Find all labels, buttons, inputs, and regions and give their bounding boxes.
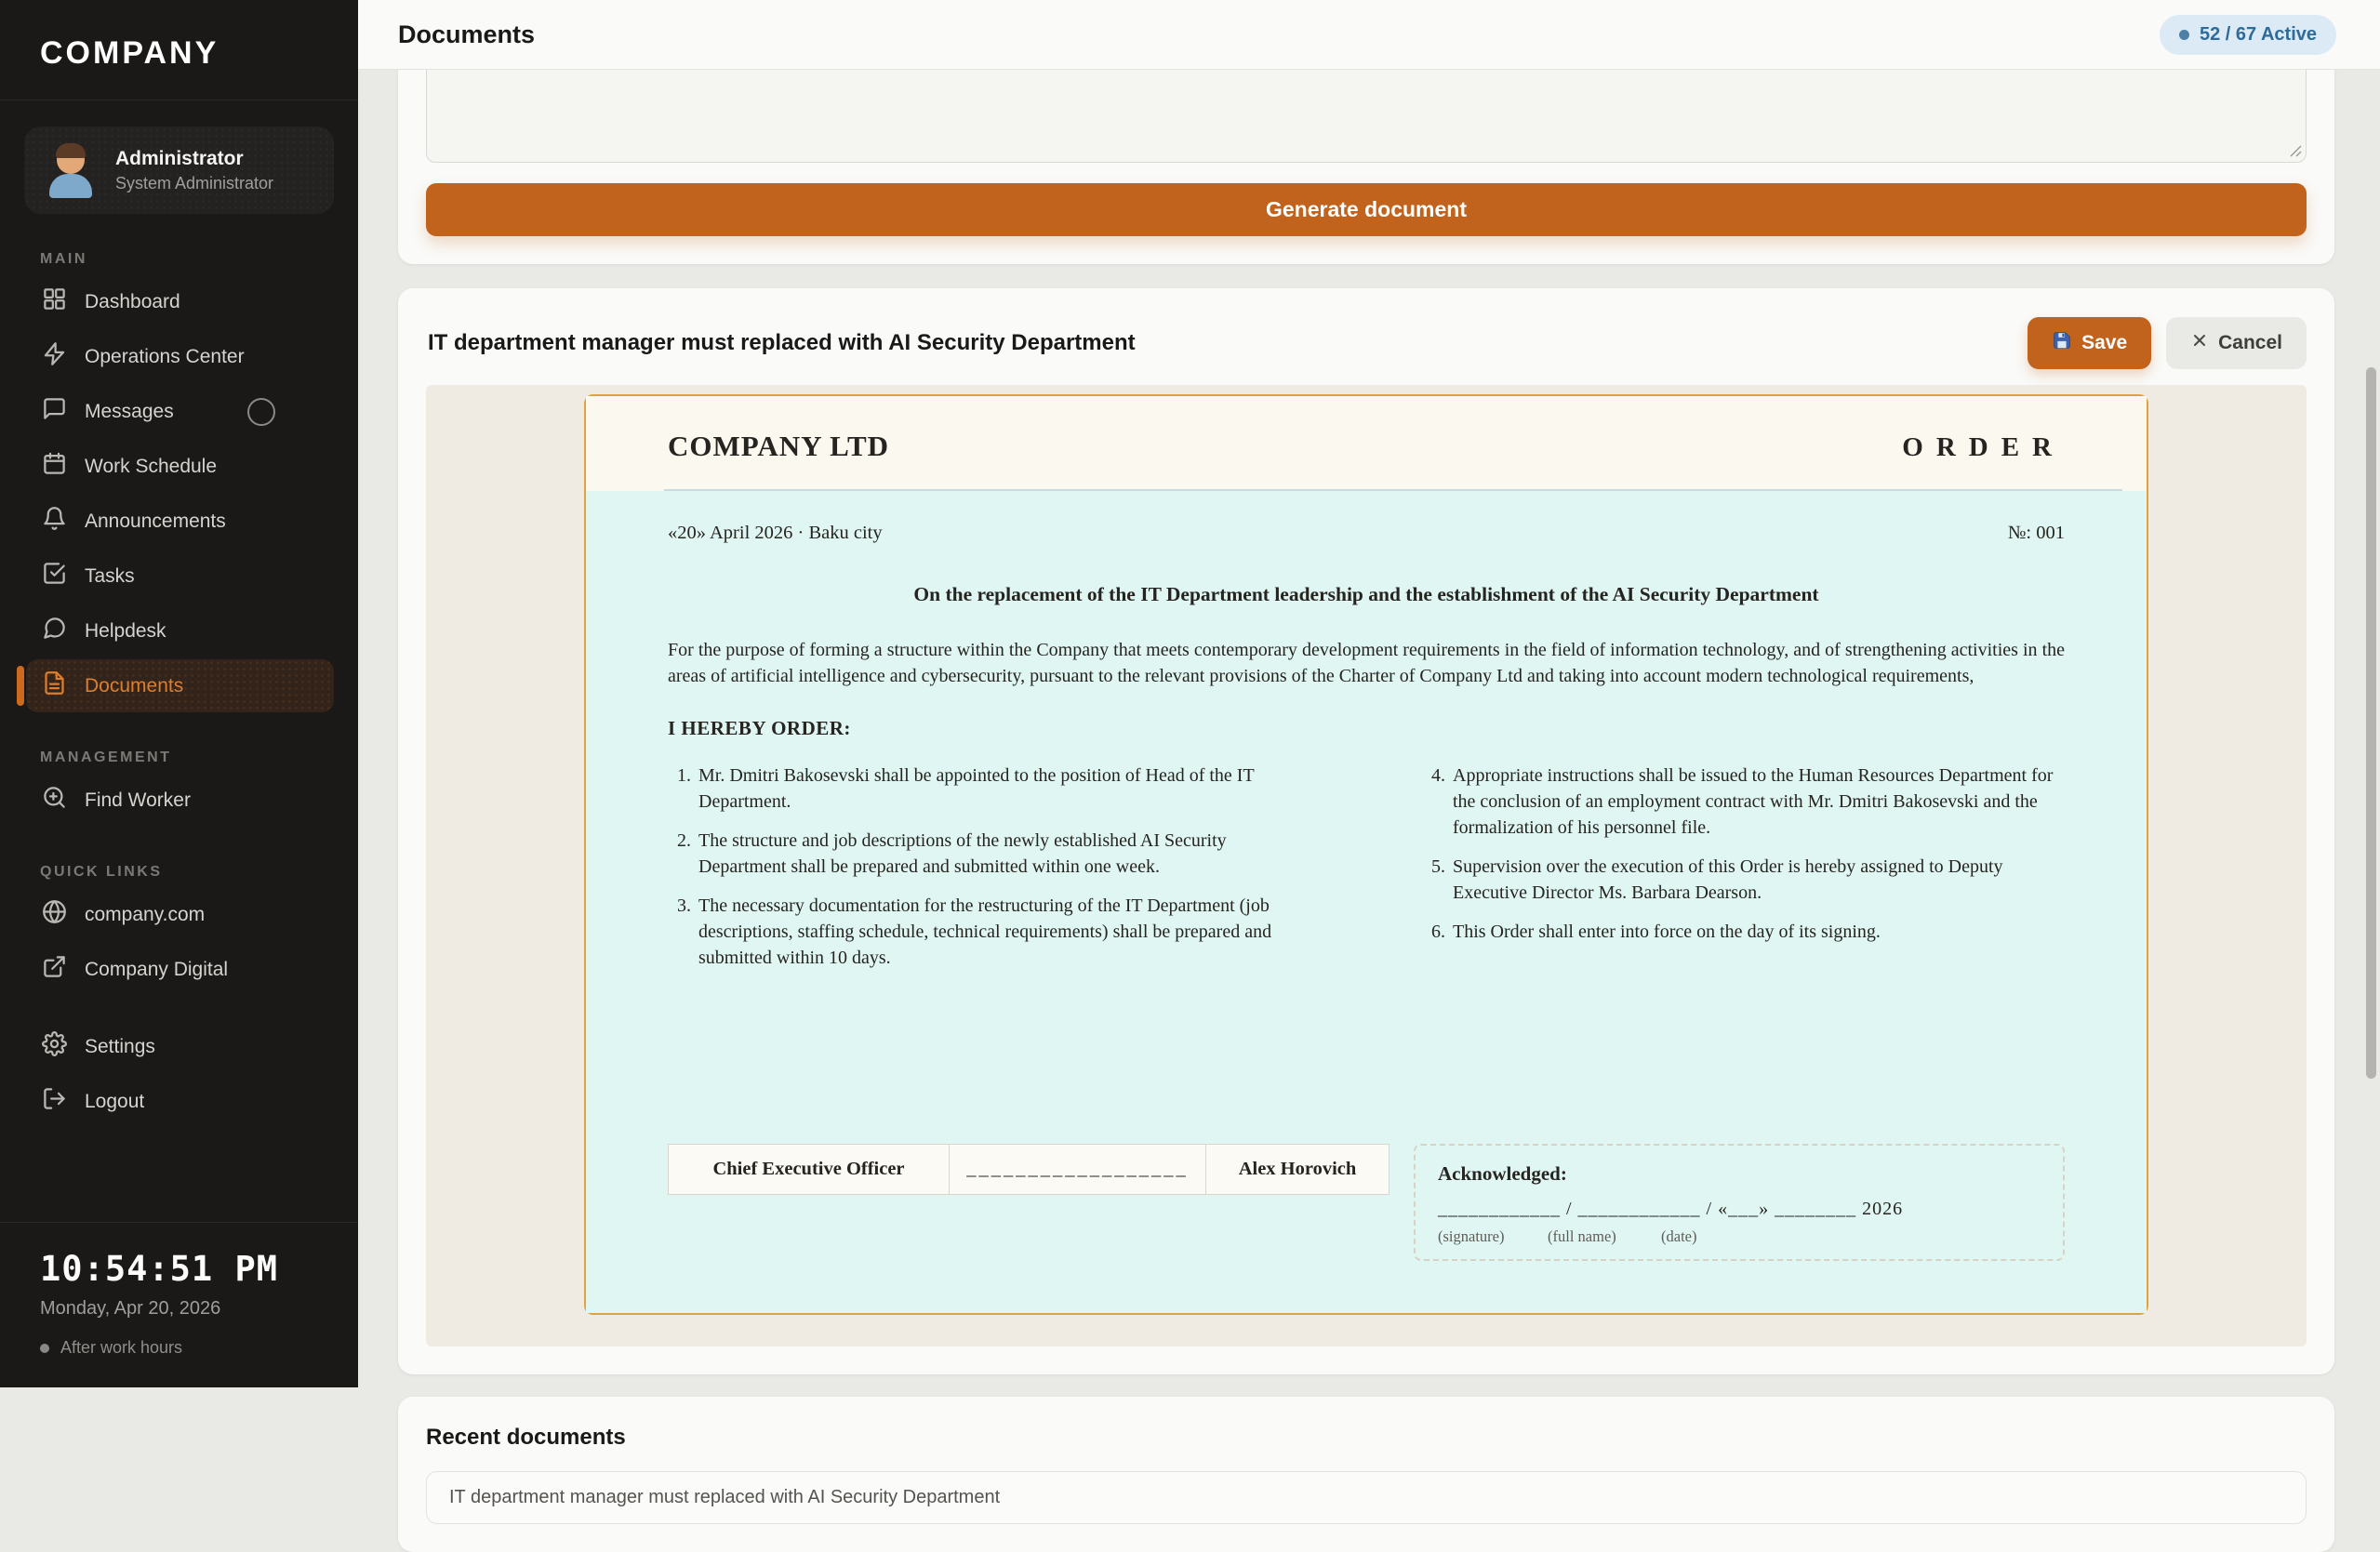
gear-icon	[42, 1031, 67, 1062]
globe-icon	[42, 899, 67, 930]
calendar-icon	[42, 451, 67, 482]
chat-round-icon	[42, 616, 67, 646]
generate-document-button[interactable]: Generate document	[426, 183, 2307, 236]
sidebar	[0, 0, 358, 1387]
work-status-dot	[40, 1344, 49, 1353]
sidebar-item-label: Logout	[85, 1090, 145, 1112]
task-check-icon	[42, 561, 67, 591]
acknowledged-labels	[1438, 1227, 2041, 1246]
sidebar-item-label: Messages	[85, 400, 174, 422]
order-item: 4. Appropriate instructions shall be issued to the Human Resources Department for the conclusion of an employment contract with Mr. Dmitri Bakosevski and the formalization of his personnel file.	[1450, 763, 2065, 841]
search-plus-icon	[42, 785, 67, 816]
acknowledged-box	[1414, 1144, 2065, 1261]
signature-blank: __________________	[950, 1145, 1206, 1194]
document-editor-card	[398, 288, 2334, 1374]
lightning-icon	[42, 341, 67, 372]
acknowledged-line: ____________ / ____________ / «___» ________ 2026	[1438, 1199, 1904, 1220]
close-icon	[2190, 331, 2209, 355]
document-date-place: «20» April 2026 · Baku city	[668, 523, 883, 543]
cancel-button-label: Cancel	[2218, 332, 2282, 353]
order-item: 6. This Order shall enter into force on the day of its signing.	[1450, 919, 2065, 945]
clock-date: Monday, Apr 20, 2026	[40, 1298, 221, 1319]
sidebar-item-company-digital[interactable]	[26, 943, 334, 996]
sidebar-item-announcements[interactable]	[26, 495, 334, 548]
main-area	[358, 0, 2380, 1508]
sidebar-item-label: Tasks	[85, 564, 135, 587]
user-name: Administrator	[115, 147, 244, 169]
acknowledged-heading: Acknowledged:	[1438, 1162, 1567, 1186]
order-item: 1. Mr. Dmitri Bakosevski shall be appointed to the position of Head of the IT Department.	[696, 763, 1310, 815]
sidebar-item-work-schedule[interactable]	[26, 440, 334, 493]
order-item: 3. The necessary documentation for the restructuring of the IT Department (job descriptions, staffing schedule, technical requirements) shall be prepared and submitted within 10 days.	[696, 893, 1310, 971]
document-preamble: For the purpose of forming a structure within the Company that meets contemporary development requirements in the field of information technology, and of strengthening activities in the areas of artificial intelligence and cybersecurity, pursuant to the relevant provisions of the Charter of Company Ltd and taking into account modern technological requirements,	[668, 640, 2065, 686]
sidebar-item-helpdesk[interactable]	[26, 604, 334, 657]
sidebar-item-dashboard[interactable]	[26, 275, 334, 328]
document-title: On the replacement of the IT Department leadership and the establishment of the AI Security Department	[913, 583, 1819, 605]
logout-icon	[42, 1086, 67, 1117]
sidebar-item-operations-center[interactable]	[26, 330, 334, 383]
nav-management	[0, 774, 358, 827]
messages-status-ring	[247, 398, 275, 426]
sidebar-item-company-com[interactable]	[26, 888, 334, 941]
page-title: Documents	[398, 20, 536, 48]
sidebar-item-documents[interactable]	[26, 659, 334, 712]
user-role: System Administrator	[115, 173, 274, 192]
document-kind-label: ORDER	[1902, 432, 2065, 462]
recent-document-row-title: IT department manager must replaced with AI Security Department	[449, 1487, 1001, 1508]
sidebar-item-label: Announcements	[85, 510, 226, 532]
document-body	[586, 491, 2147, 1313]
work-status-label: After work hours	[60, 1338, 183, 1357]
active-count-badge	[2160, 15, 2336, 55]
resize-grip-icon[interactable]	[2288, 143, 2302, 157]
section-label-quick-links: QUICK LINKS	[40, 864, 163, 880]
save-button[interactable]	[2028, 317, 2151, 369]
sidebar-item-label: Find Worker	[85, 789, 191, 811]
dashboard-grid-icon	[42, 286, 67, 317]
sidebar-item-tasks[interactable]	[26, 550, 334, 603]
sidebar-item-label: Work Schedule	[85, 455, 218, 477]
section-label-main: MAIN	[40, 251, 87, 267]
content-scroll-area[interactable]	[358, 70, 2380, 1552]
document-header	[586, 396, 2147, 491]
company-logo: COMPANY	[0, 0, 358, 100]
signature-name: Alex Horovich	[1238, 1159, 1357, 1180]
sidebar-item-find-worker[interactable]	[26, 774, 334, 827]
sidebar-item-label: company.com	[85, 903, 206, 925]
order-item: 2. The structure and job descriptions of the newly established AI Security Department shall be prepared and submitted within one week.	[696, 828, 1310, 880]
order-items-right-column	[1422, 763, 2065, 984]
sidebar-item-label: Helpdesk	[85, 619, 166, 642]
document-preview-background	[426, 385, 2307, 1346]
bell-icon	[42, 506, 67, 537]
document-paper	[584, 394, 2148, 1315]
badge-label: 52 / 67 Active	[2199, 23, 2317, 45]
nav-system	[0, 1020, 358, 1128]
recent-document-row[interactable]	[426, 1471, 2307, 1524]
sidebar-clock	[0, 1222, 358, 1387]
sidebar-item-messages[interactable]	[26, 385, 334, 438]
document-number: №: 001	[2007, 523, 2065, 543]
acknowledged-label-signature: (signature)	[1438, 1227, 1505, 1246]
topbar	[358, 0, 2380, 70]
recent-documents-title: Recent documents	[426, 1425, 626, 1451]
sidebar-item-logout[interactable]	[26, 1075, 334, 1128]
save-button-label: Save	[2081, 332, 2128, 353]
floppy-disk-icon	[2052, 330, 2072, 356]
sidebar-item-label: Documents	[85, 674, 184, 696]
badge-dot	[2179, 30, 2189, 40]
sidebar-item-settings[interactable]	[26, 1020, 334, 1073]
clock-time: 10:54:51 PM	[40, 1249, 279, 1289]
document-company-name: COMPANY LTD	[668, 430, 890, 462]
signature-table	[668, 1144, 1389, 1195]
nav-main	[0, 275, 358, 712]
acknowledged-label-date: (date)	[1661, 1227, 1697, 1246]
sidebar-item-label: Company Digital	[85, 958, 229, 980]
nav-quick-links	[0, 888, 358, 996]
document-order-heading: I HEREBY ORDER:	[668, 717, 851, 740]
sidebar-item-label: Operations Center	[85, 345, 245, 367]
recent-documents-card	[398, 1397, 2334, 1552]
user-card[interactable]	[24, 126, 334, 214]
editor-document-title: IT department manager must replaced with AI Security Department	[428, 330, 1136, 355]
order-item: 5. Supervision over the execution of this Order is hereby assigned to Deputy Executive Director Ms. Barbara Dearson.	[1450, 854, 2065, 906]
avatar	[43, 142, 99, 198]
section-label-management: MANAGEMENT	[40, 749, 172, 765]
window-scrollbar-thumb[interactable]	[2366, 367, 2376, 1079]
sidebar-item-label: Dashboard	[85, 290, 180, 312]
external-link-icon	[42, 954, 67, 985]
cancel-button[interactable]	[2166, 317, 2307, 369]
order-items-left-column	[668, 763, 1310, 984]
acknowledged-label-fullname: (full name)	[1548, 1227, 1616, 1246]
document-icon	[42, 670, 67, 701]
chat-square-icon	[42, 396, 67, 427]
sidebar-item-label: Settings	[85, 1035, 155, 1057]
signature-role: Chief Executive Officer	[669, 1145, 950, 1194]
